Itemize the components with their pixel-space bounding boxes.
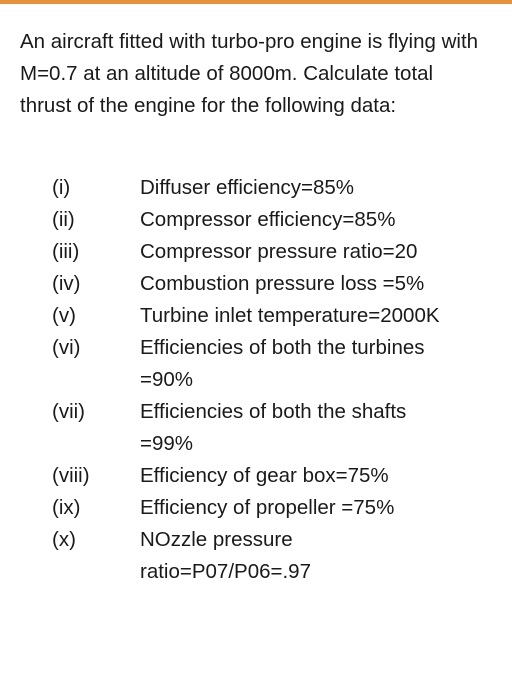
list-item — [52, 524, 502, 588]
list-item — [52, 396, 502, 460]
item-text: Diffuser efficiency=85% — [140, 176, 355, 199]
list-item — [52, 204, 502, 236]
list-item — [52, 460, 502, 492]
list-item — [52, 300, 502, 332]
top-accent-bar — [0, 0, 512, 4]
item-text: NOzzle pressure — [140, 528, 293, 551]
item-text-continuation: ratio=P07/P06=.97 — [140, 560, 311, 583]
item-number: (x) — [52, 528, 76, 551]
question-text: An aircraft fitted with turbo-pro engine is flying with M=0.7 at an altitude of 8000m. Calculate total thrust of the engine for the following data: — [20, 30, 479, 117]
item-text: Efficiencies of both the shafts — [140, 400, 407, 423]
item-text: Efficiencies of both the turbines — [140, 336, 425, 359]
item-number: (i) — [52, 176, 71, 199]
item-number: (iii) — [52, 240, 80, 263]
item-number: (ii) — [52, 208, 75, 231]
item-text-continuation: =90% — [140, 368, 194, 391]
list-item — [52, 172, 502, 204]
item-text-block — [140, 396, 502, 460]
item-number: (ix) — [52, 496, 81, 519]
item-text: Compressor efficiency=85% — [140, 208, 396, 231]
item-text-continuation: =99% — [140, 432, 194, 455]
item-text: Efficiency of propeller =75% — [140, 496, 395, 519]
item-text-block — [140, 524, 502, 588]
list-item — [52, 236, 502, 268]
list-item — [52, 268, 502, 300]
item-text: Turbine inlet temperature=2000K — [140, 304, 440, 327]
item-text: Efficiency of gear box=75% — [140, 464, 389, 487]
item-number: (iv) — [52, 272, 81, 295]
item-number: (viii) — [52, 464, 90, 487]
item-text-block — [140, 332, 502, 396]
list-item — [52, 492, 502, 524]
item-number: (vii) — [52, 400, 86, 423]
item-number: (v) — [52, 304, 76, 327]
item-text: Compressor pressure ratio=20 — [140, 240, 418, 263]
data-list — [52, 172, 502, 588]
list-item — [52, 332, 502, 396]
item-number: (vi) — [52, 336, 81, 359]
item-text: Combustion pressure loss =5% — [140, 272, 425, 295]
